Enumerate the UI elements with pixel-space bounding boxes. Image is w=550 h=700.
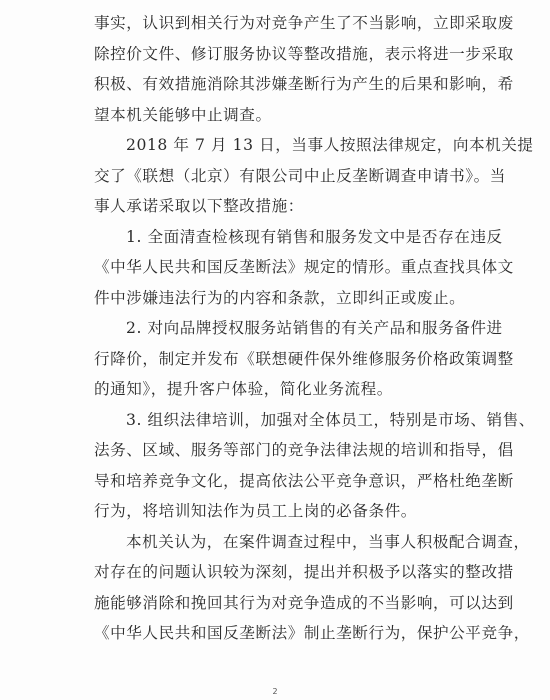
document-body (94, 8, 535, 649)
text-line: 《中华人民共和国反垄断法》规定的情形。重点查找具体文 (94, 258, 514, 276)
text-line: 事人承诺采取以下整改措施： (94, 197, 304, 215)
text-line: 行降价，制定并发布《联想硬件保外维修服务价格政策调整 (94, 349, 514, 368)
paragraph (94, 130, 534, 222)
paragraph (94, 405, 535, 527)
paragraph (94, 8, 514, 130)
text-line: 除控价文件、修订服务协议等整改措施，表示将进一步采取 (94, 44, 514, 63)
text-line: 本机关认为，在案件调查过程中，当事人积极配合调查， (126, 532, 530, 551)
text-line: 件中涉嫌违法行为的内容和条款，立即纠正或废止。 (94, 288, 466, 307)
text-line: 施能够消除和挽回其行为对竞争造成的不当影响，可以达到 (94, 593, 514, 612)
text-line: 望本机关能够中止调查。 (94, 105, 272, 124)
text-line: 对存在的问题认识较为深刻，提出并积极予以落实的整改措 (94, 563, 514, 581)
text-line: 事实，认识到相关行为对竞争产生了不当影响，立即采取废 (94, 14, 514, 32)
text-line: 《中华人民共和国反垄断法》制止垄断行为，保护公平竞争， (94, 624, 530, 642)
text-line: 1. 全面清查检核现有销售和服务发文中是否存在违反 (126, 227, 503, 246)
text-line: 的通知》，提升客户体验，简化业务流程。 (94, 380, 393, 398)
text-line: 积极、有效措施消除其涉嫌垄断行为产生的后果和影响，希 (94, 75, 514, 93)
text-line: 3. 组织法律培训，加强对全体员工，特别是市场、销售、 (126, 410, 535, 429)
text-line: 法务、区域、服务等部门的竞争法律法规的培训和指导，倡 (94, 441, 514, 459)
page-number: 2 (272, 687, 278, 696)
paragraph (94, 222, 514, 314)
text-line: 2. 对向品牌授权服务站销售的有关产品和服务备件进 (126, 319, 503, 337)
text-line: 交了《联想（北京）有限公司中止反垄断调查申请书》。当 (94, 166, 506, 185)
text-line: 行为，将培训知法作为员工上岗的必备条件。 (94, 502, 417, 520)
text-line: 2018 年 7 月 13 日，当事人按照法律规定，向本机关提 (126, 136, 534, 154)
text-line: 导和培养竞争文化，提高依法公平竞争意识，严格杜绝垄断 (94, 471, 514, 490)
paragraph (94, 313, 514, 405)
paragraph (94, 527, 530, 649)
